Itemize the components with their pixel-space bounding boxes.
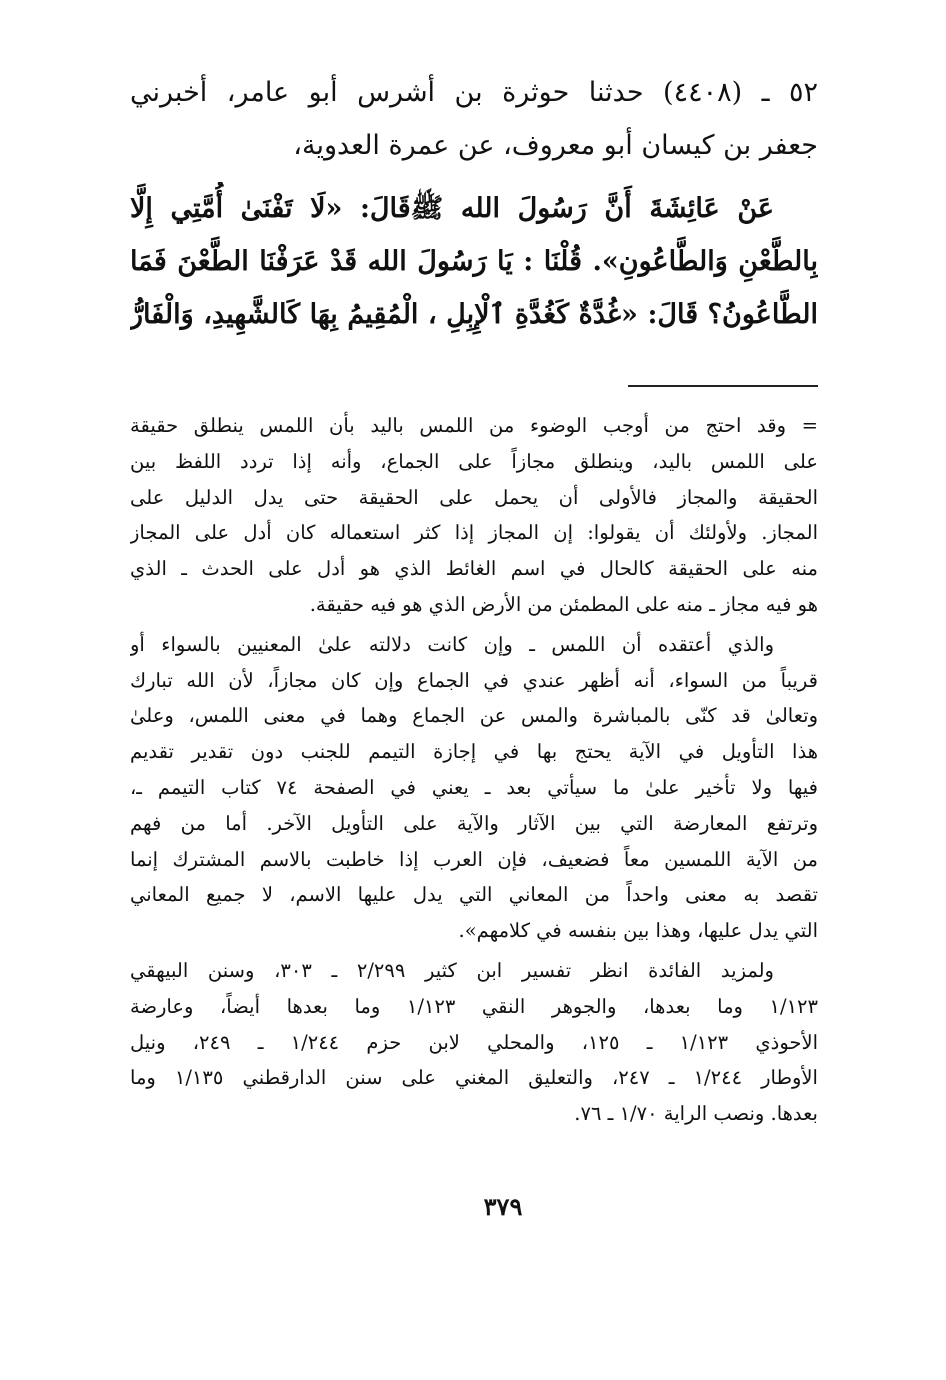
footnote-line: المجاز. ولأولئك أن يقولوا: إن المجاز إذا كثر استعماله كان أدل على المجاز	[130, 521, 818, 545]
main-line: جعفر بن كيسان أبو معروف، عن عمرة العدوية،	[293, 130, 818, 161]
isnad-paragraph	[130, 66, 818, 172]
footnote-line: قريباً من السواء، أنه أظهر عندي في الجماع وإن كان مجازاً، لأن الله تبارك	[130, 668, 818, 692]
hadith-main-text	[130, 66, 818, 341]
footnote-separator	[628, 385, 818, 387]
footnote-line: هذا التأويل في الآية يحتج بها في إجازة التيمم للجنب دون تقدير تقديم	[130, 740, 818, 764]
footnote-line: بعدها. ونصب الراية ١/٧٠ ـ ٧٦.	[574, 1102, 818, 1126]
main-line: الطَّاعُونُ؟ قَالَ: «غُدَّةٌ كَغُدَّةِ ٱلْإِبِلِ ، الْمُقِيمُ بِهَا كَالشَّهِيدِ، وَالْفَارُّ	[130, 299, 818, 330]
main-line: ٥٢ ـ (٤٤٠٨) حدثنا حوثرة بن أشرس أبو عامر، أخبرني	[130, 77, 818, 108]
footnote-line: الأحوذي ١/١٢٣ ـ ١٢٥، والمحلي لابن حزم ١/٢٤٤ ـ ٢٤٩، ونيل	[130, 1030, 818, 1054]
footnote-line: وتعالىٰ قد كنّى بالمباشرة والمس عن الجماع وهما في معنى اللمس، وعلىٰ	[130, 704, 818, 728]
footnote-line: وترتفع المعارضة التي بين الآثار والآية على التأويل الآخر. أما من فهم	[130, 811, 818, 835]
footnotes	[130, 408, 818, 1132]
footnote-line: فيها ولا تأخير علىٰ ما سيأتي بعد ـ يعني في الصفحة ٧٤ كتاب التيمم ـ،	[130, 775, 818, 799]
footnote-paragraph-3	[130, 953, 818, 1132]
main-line: عَنْ عَائِشَةَ أَنَّ رَسُولَ الله ﷺقَالَ: «لَا تَفْنَىٰ أُمَّتِي إِلَّا	[130, 193, 774, 224]
footnote-line: هو فيه مجاز ـ منه على المطمئن من الأرض الذي هو فيه حقيقة.	[309, 592, 818, 616]
footnote-line: ولمزيد الفائدة انظر تفسير ابن كثير ٢/٢٩٩ ـ ٣٠٣، وسنن البيهقي	[130, 958, 774, 982]
footnote-line: التي يدل عليها، وهذا بين بنفسه في كلامهم».	[458, 919, 818, 943]
footnote-line: منه على الحقيقة كالحال في اسم الغائط الذي هو أدل على الحدث ـ الذي	[130, 557, 818, 581]
footnote-line: الأوطار ١/٢٤٤ ـ ٢٤٧، والتعليق المغني على سنن الدارقطني ١/١٣٥ وما	[130, 1066, 818, 1090]
footnote-line: من الآية اللمسين معاً فضعيف، فإن العرب إذا خاطبت بالاسم المشترك إنما	[130, 847, 818, 871]
footnote-line: الحقيقة والمجاز فالأولى أن يحمل على الحقيقة حتى يدل الدليل على	[130, 485, 818, 509]
footnote-paragraph-1	[130, 408, 818, 623]
page-number: ٣٧٩	[483, 1192, 523, 1221]
footnote-line: = وقد احتج من أوجب الوضوء من اللمس باليد بأن اللمس ينطلق حقيقة	[130, 414, 818, 437]
main-line: بِالطَّعْنِ وَالطَّاعُونِ». قُلْنَا : يَا رَسُولَ الله قَدْ عَرَفْنَا الطَّعْنَ فَمَا	[130, 246, 818, 277]
footnote-line: والذي أعتقده أن اللمس ـ وإن كانت دلالته علىٰ المعنيين بالسواء أو	[130, 632, 774, 656]
footnote-line: ١/١٢٣ وما بعدها، والجوهر النقي ١/١٢٣ وما بعدها أيضاً، وعارضة	[130, 994, 818, 1018]
footnote-line: تقصد به معنى واحداً من المعاني التي يدل عليها الاسم، لا جميع المعاني	[130, 883, 818, 907]
matn-paragraph	[130, 182, 818, 341]
footnote-line: على اللمس باليد، وينطلق مجازاً على الجماع، وأنه إذا تردد اللفظ بين	[130, 449, 818, 473]
footnote-paragraph-2	[130, 627, 818, 949]
